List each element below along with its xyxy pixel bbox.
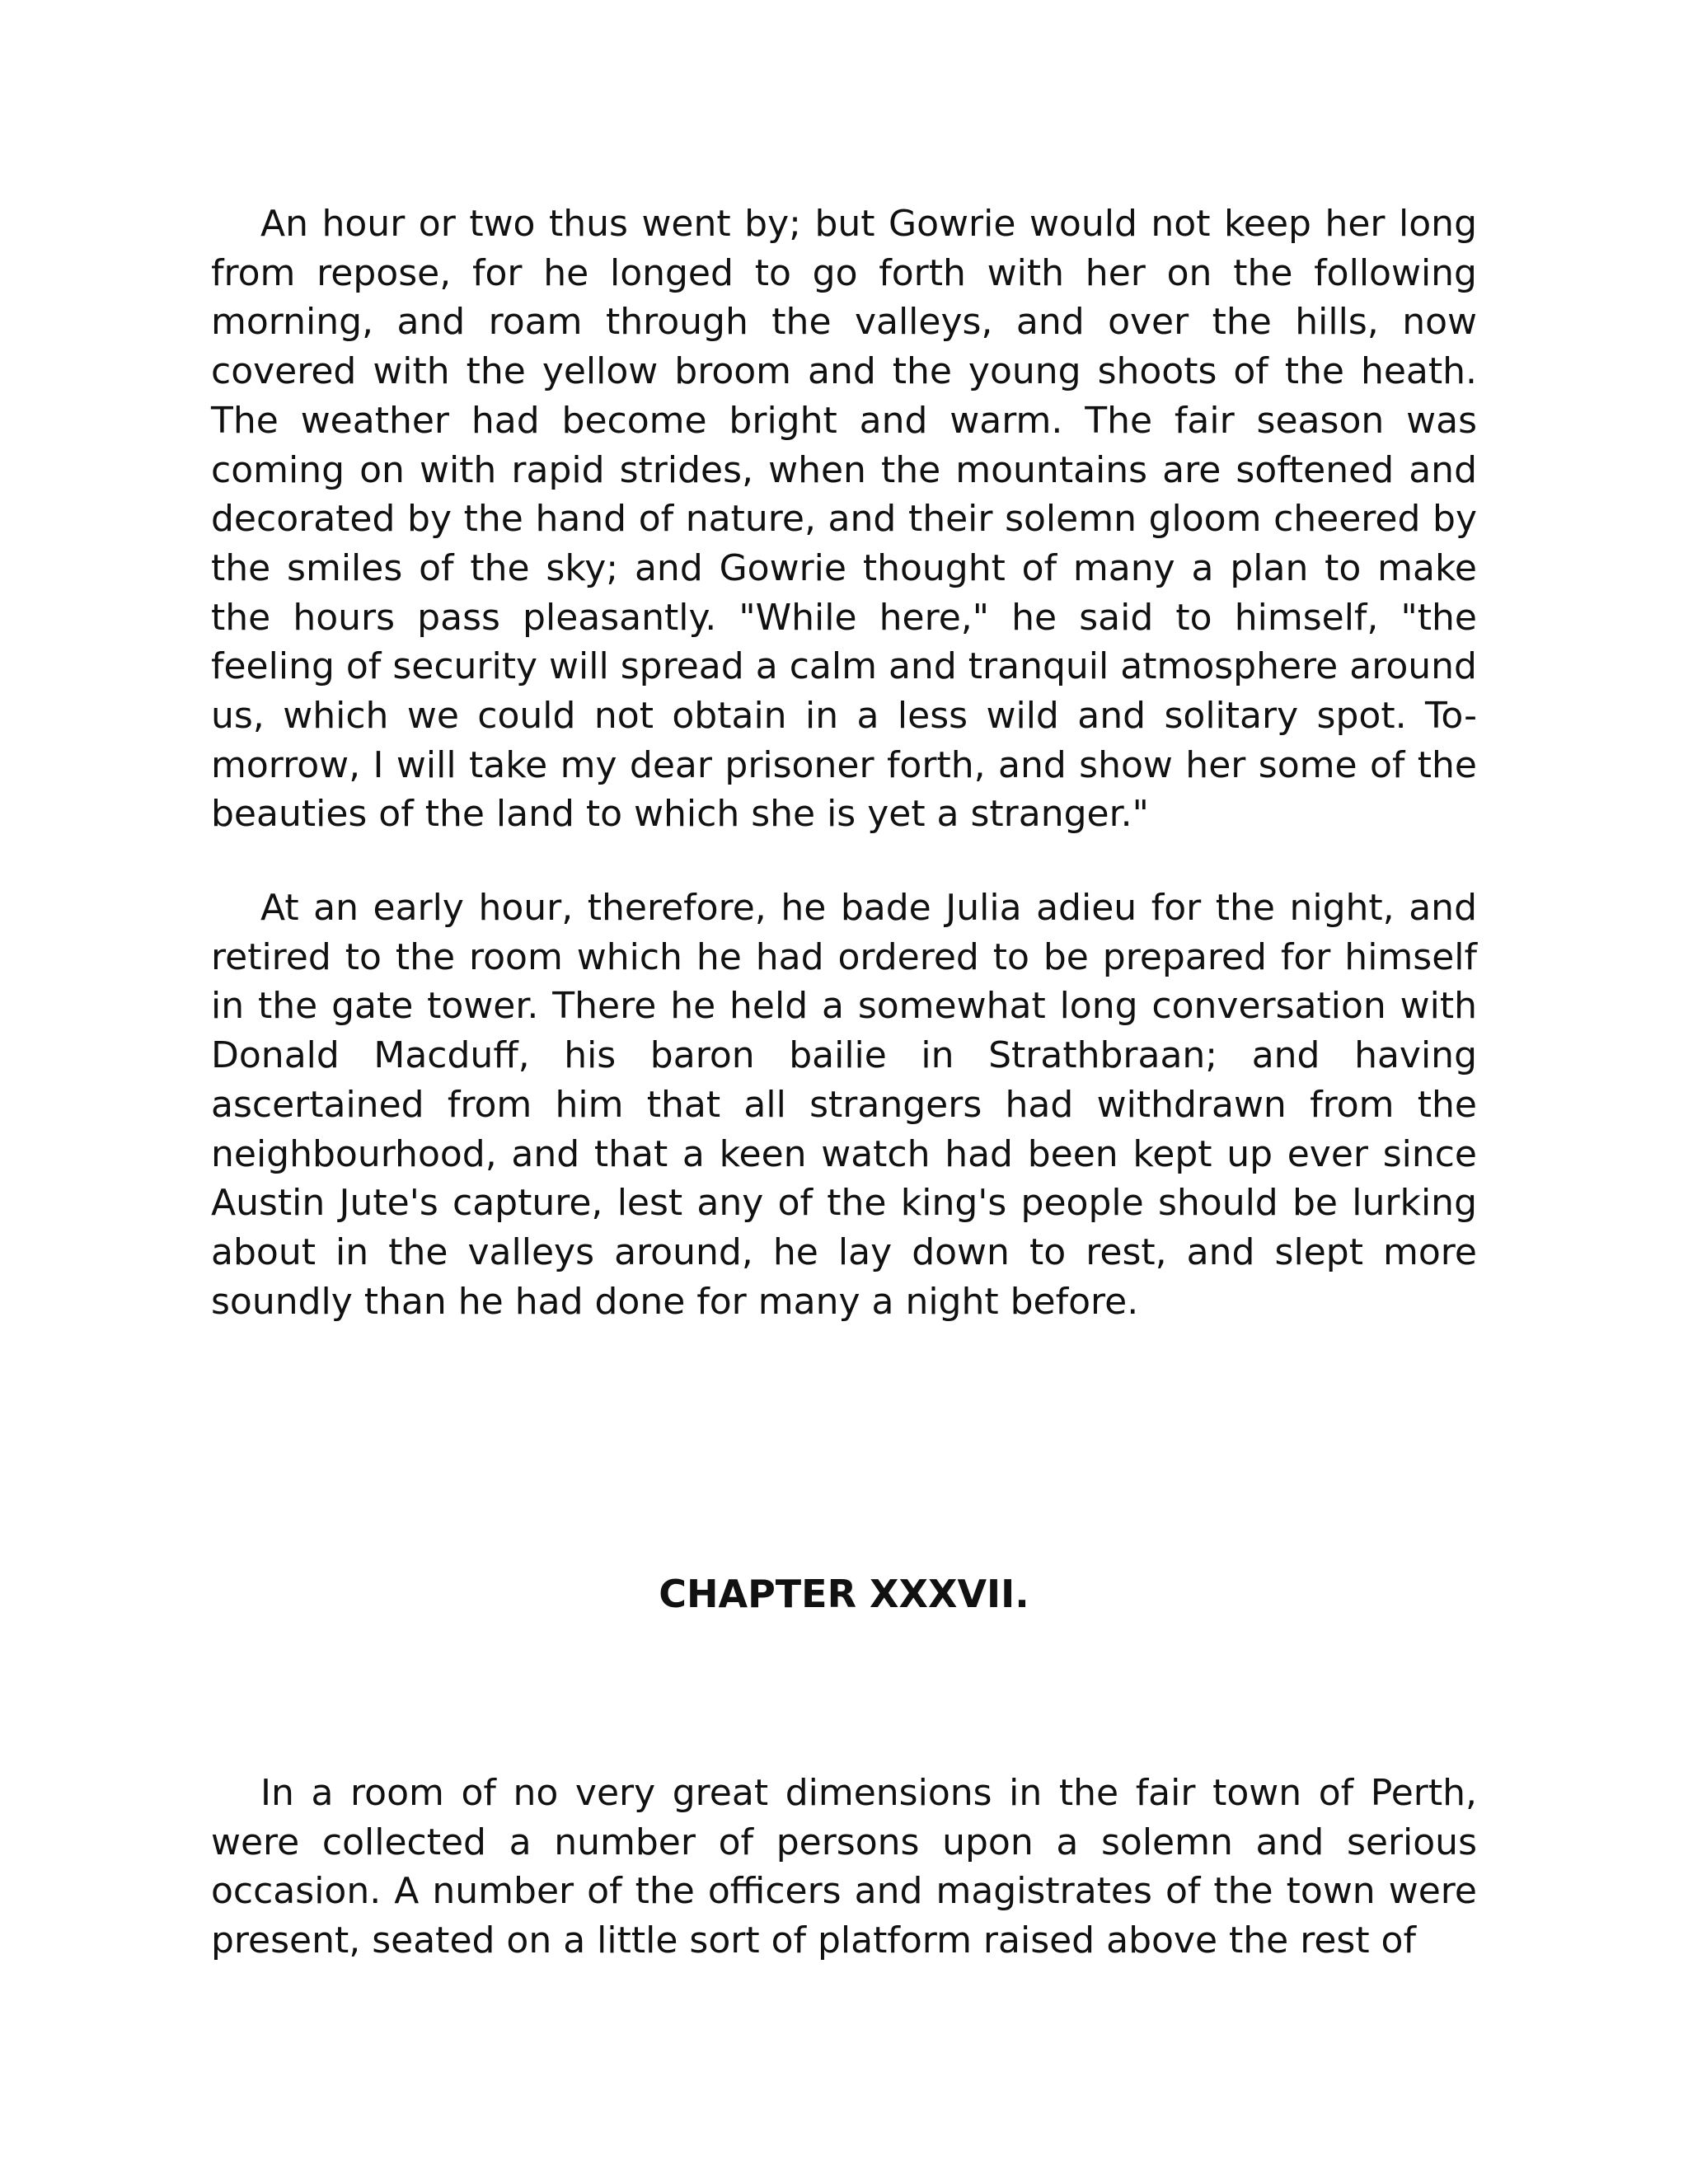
body-paragraph-1: An hour or two thus went by; but Gowrie would not keep her long from repose, for he longed to go forth with her on the following morning, and roam through the valleys, and over the hills, now covered with the yellow broom and the young shoots of the heath. The weather had become bright and warm. The fair season was coming on with rapid strides, when the mountains are softened and decorated by the hand of nature, and their solemn gloom cheered by the smiles of the sky; and Gowrie thought of many a plan to make the hours pass pleasantly. "While here," he said to himself, "the feeling of security will spread a calm and tranquil atmosphere around us, which we could not obtain in a less wild and solitary spot. To-morrow, I will take my dear prisoner forth, and show her some of the beauties of the land to which she is yet a stranger." (211, 203, 1477, 836)
chapter-heading: CHAPTER XXXVII. (659, 1572, 1029, 1616)
body-paragraph-2: At an early hour, therefore, he bade Julia adieu for the night, and retired to the room which he had ordered to be prepared for himself in the gate tower. There he held a somewhat long conversation with Donald Macduff, his baron bailie in Strathbraan; and having ascertained from him that all strangers had withdrawn from the neighbourhood, and that a keen watch had been kept up ever since Austin Jute's capture, lest any of the king's people should be lurking about in the valleys around, he lay down to rest, and slept more soundly than he had done for many a night before. (211, 887, 1477, 1323)
body-paragraph-3: In a room of no very great dimensions in the fair town of Perth, were collected a number of persons upon a solemn and serious occasion. A number of the officers and magistrates of the town were present, seated on a little sort of platform raised above the rest of (211, 1772, 1477, 1962)
